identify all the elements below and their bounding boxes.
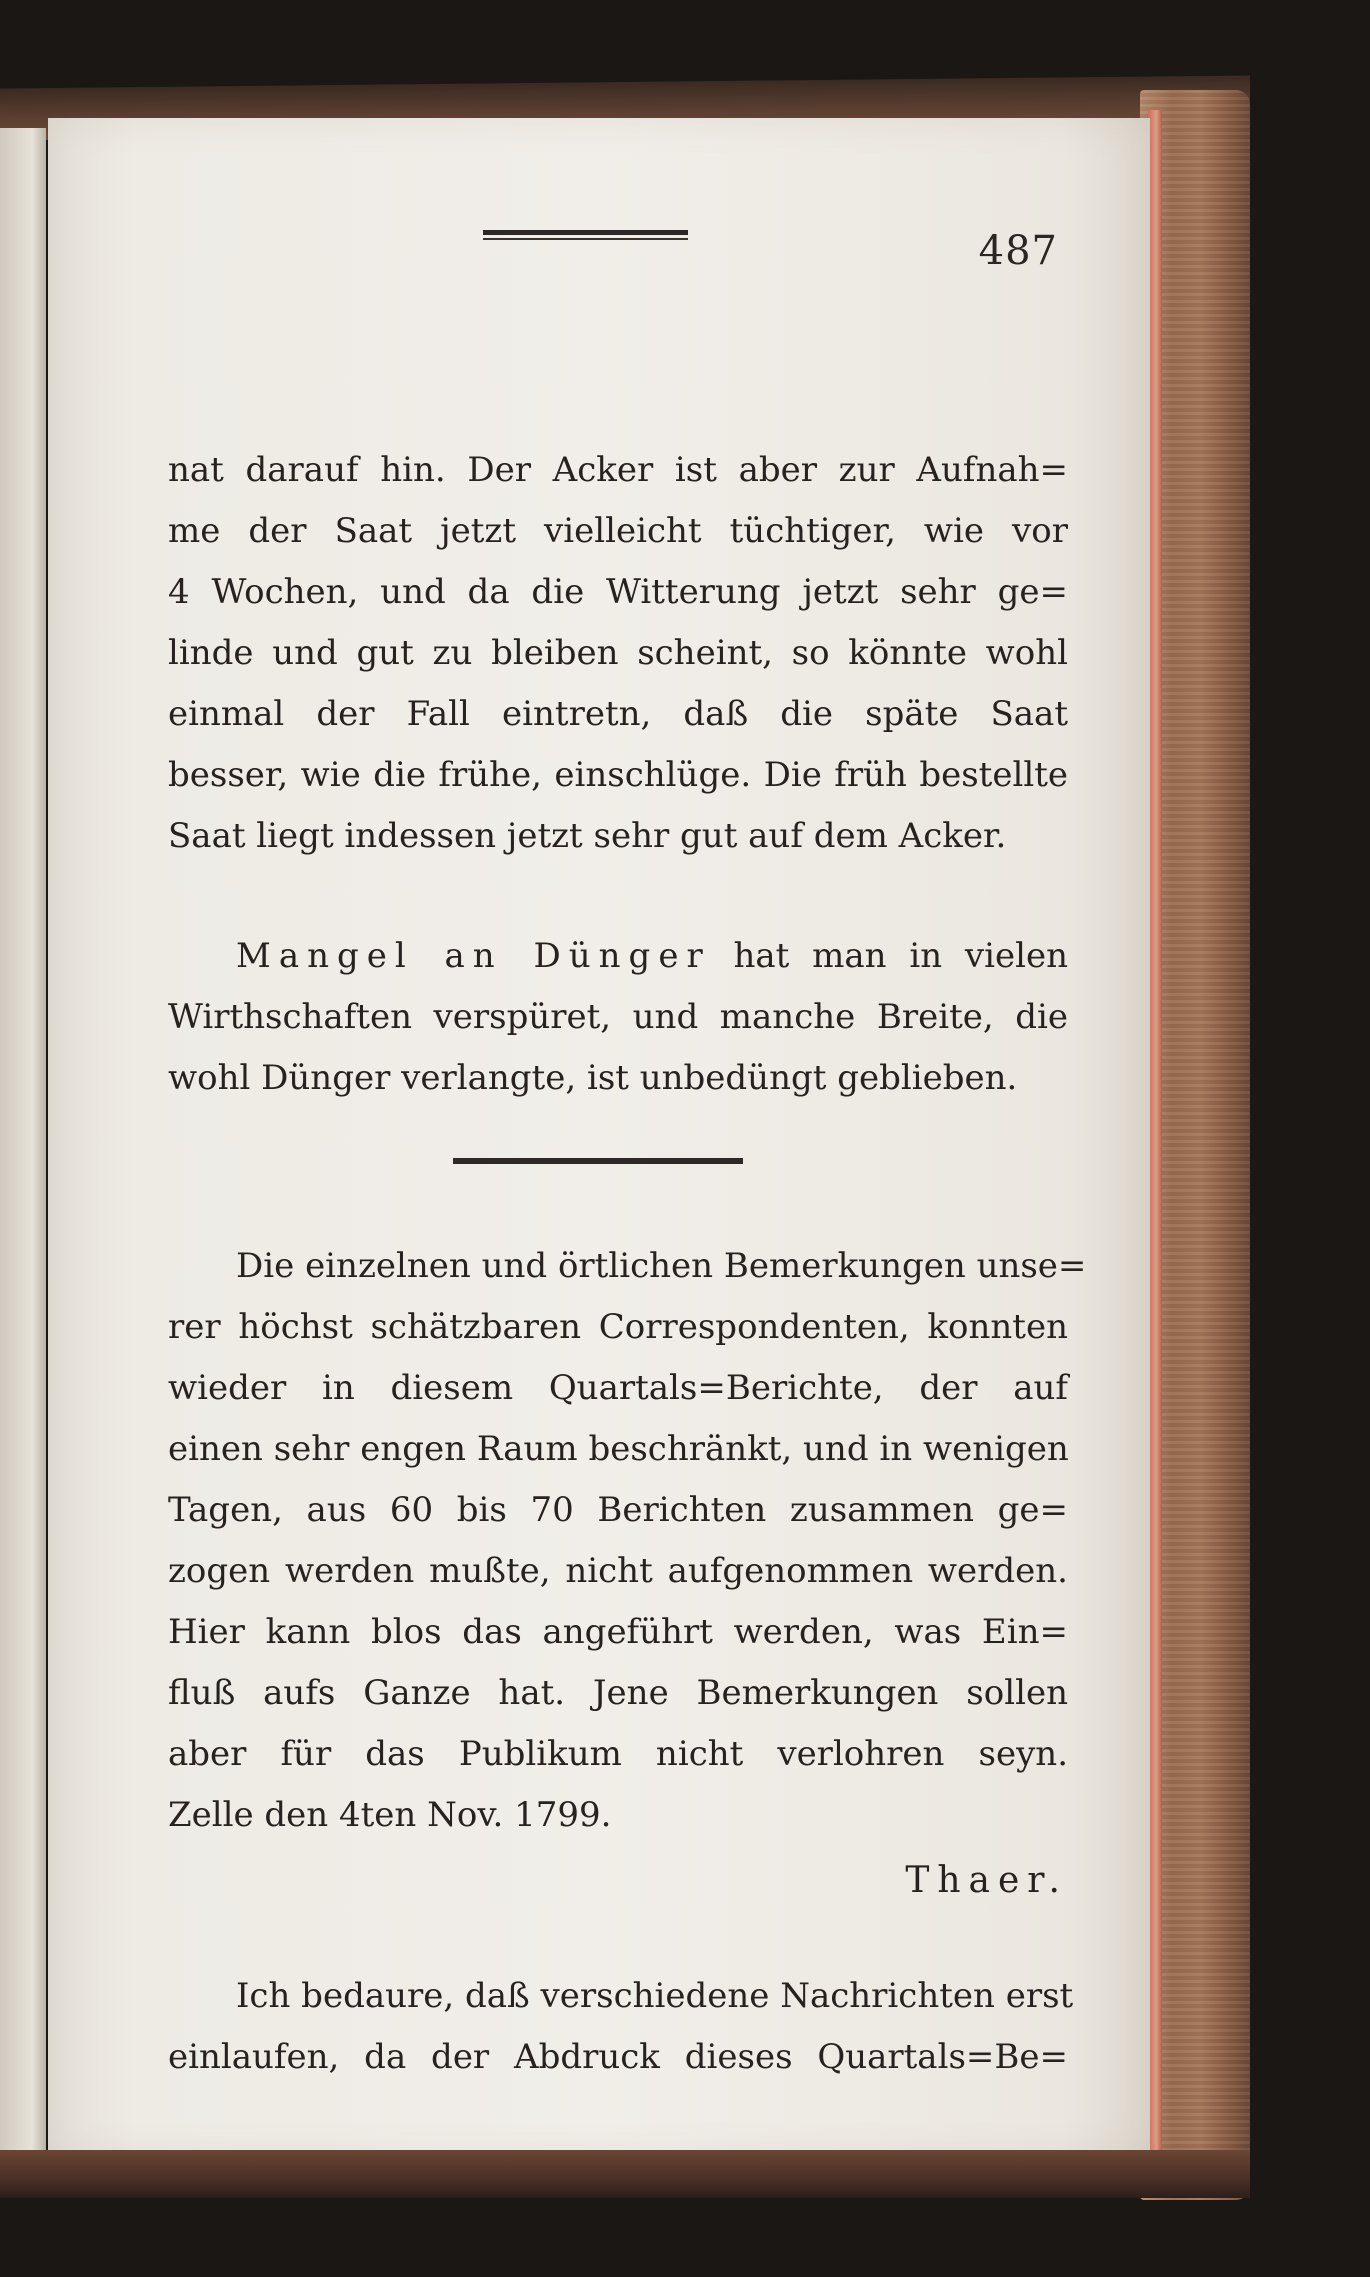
text-line (168, 926, 1068, 987)
signature: Thaer. (905, 1860, 1068, 1901)
text-line: Hier kann blos das angeführt werden, was Ein= (168, 1612, 1068, 1652)
text-line: einmal der Fall eintretn, daß die späte Saat (168, 694, 1068, 734)
paragraph-1 (168, 440, 1068, 867)
paragraph-3 (168, 1236, 1087, 1846)
paragraph-2 (168, 926, 1068, 1109)
text-line: Die einzelnen und örtlichen Bemerkungen unse= (236, 1246, 1087, 1286)
header-rule (483, 230, 688, 244)
page-number: 487 (978, 228, 1058, 274)
text-line: me der Saat jetzt vielleicht tüchtiger, wie vor (168, 511, 1068, 551)
paragraph-4 (168, 1966, 1074, 2088)
text-line: einlaufen, da der Abdruck dieses Quartals=Be= (168, 2037, 1068, 2077)
emphasis-text: Mangel an Dünger (236, 936, 711, 976)
text-line: fluß aufs Ganze hat. Jene Bemerkungen sollen (168, 1673, 1068, 1713)
text-line: zogen werden mußte, nicht aufgenommen werden. (168, 1551, 1068, 1591)
text-line: 4 Wochen, und da die Witterung jetzt sehr ge= (168, 572, 1068, 612)
text-line: Wirthschaften verspüret, und manche Breite, die (168, 997, 1068, 1037)
text-fragment: hat man in vielen (733, 936, 1069, 976)
cover-board-bottom (0, 2150, 1250, 2198)
text-line: linde und gut zu bleiben scheint, so könnte wohl (168, 633, 1068, 673)
text-line: Tagen, aus 60 bis 70 Berichten zusammen ge= (168, 1490, 1068, 1530)
red-page-edge (1148, 110, 1162, 2170)
text-line: Saat liegt indessen jetzt sehr gut auf dem Acker. (168, 816, 1007, 856)
text-line: besser, wie die frühe, einschlüge. Die früh bestellte (168, 755, 1068, 795)
text-line: nat darauf hin. Der Acker ist aber zur Aufnah= (168, 450, 1068, 490)
text-line: rer höchst schätzbaren Correspondenten, konnten (168, 1307, 1068, 1347)
text-line: wohl Dünger verlangte, ist unbedüngt geblieben. (168, 1058, 1018, 1098)
text-line: Zelle den 4ten Nov. 1799. (168, 1795, 612, 1835)
left-page-edge (0, 128, 46, 2158)
book-page (48, 118, 1150, 2158)
text-line: wieder in diesem Quartals=Berichte, der auf (168, 1368, 1068, 1408)
text-line: einen sehr engen Raum beschränkt, und in wenigen (168, 1429, 1069, 1469)
text-line: aber für das Publikum nicht verlohren seyn. (168, 1734, 1068, 1774)
text-line: Ich bedaure, daß verschiedene Nachrichten erst (236, 1976, 1074, 2016)
section-divider (453, 1158, 743, 1164)
